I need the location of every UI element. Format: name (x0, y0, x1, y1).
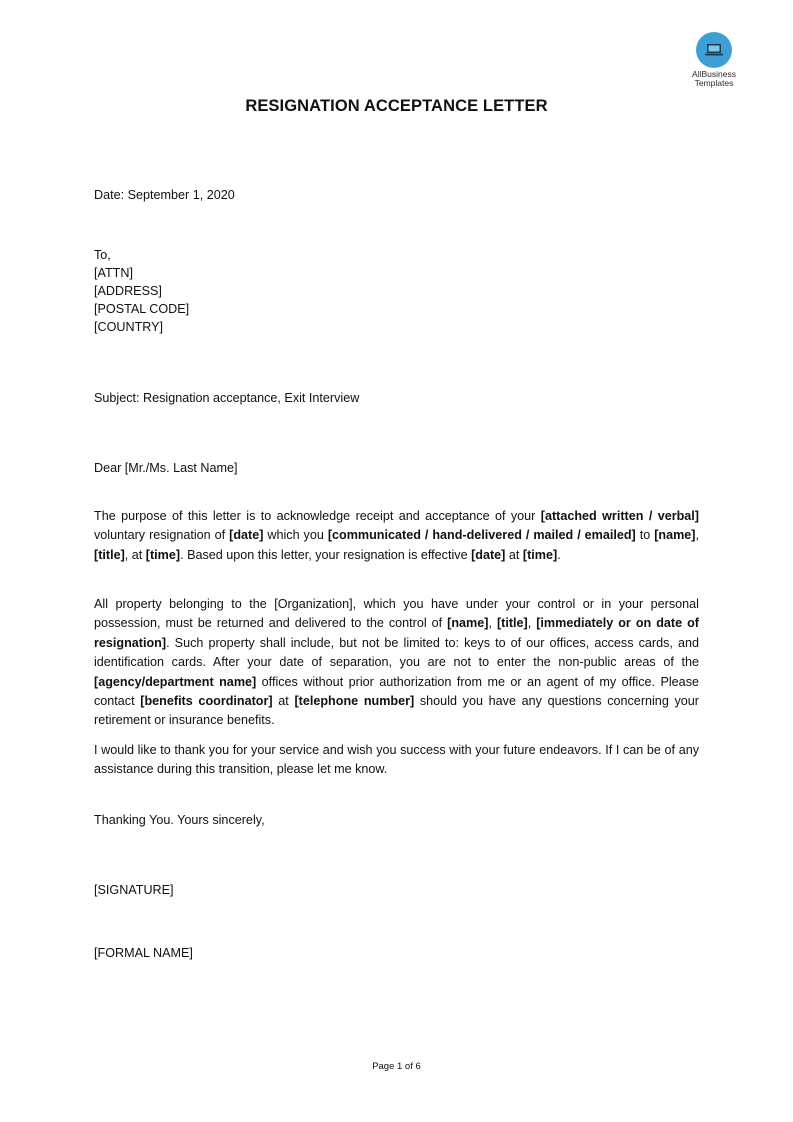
p2-text-5: offices without prior authorization from me or an agent of my office. Please contact (94, 674, 699, 709)
date-line: Date: September 1, 2020 (94, 188, 235, 202)
page-number: Page 1 of 6 (372, 1061, 421, 1072)
address-country: [COUNTRY] (94, 320, 164, 334)
p1-text-6: , at (124, 547, 146, 562)
p1-bold-1: [attached written / verbal] (540, 509, 700, 523)
address-address: [ADDRESS] (94, 284, 162, 298)
p2-text-7: should you have any questions concerning your retirement or insurance benefits. (94, 694, 699, 728)
closing-line: Thanking You. Yours sincerely, (94, 813, 265, 827)
p1-bold-4: [name] (654, 528, 696, 543)
p1-bold-3: [communicated / hand-delivered / mailed / emailed] (327, 528, 636, 543)
p1-bold-8: [time] (522, 547, 558, 562)
p2-bold-3: [immediately or on date of resignation] (94, 616, 699, 650)
subject-line: Subject: Resignation acceptance, Exit Interview (94, 391, 360, 405)
p1-bold-6: [time] (145, 547, 181, 562)
p1-text-8: at (505, 547, 523, 562)
p1-text-1: The purpose of this letter is to acknowledge receipt and acceptance of your (94, 509, 541, 523)
laptop-icon (696, 32, 732, 68)
p2-bold-6: [telephone number] (294, 694, 415, 709)
p2-bold-4: [agency/department name] (94, 674, 257, 689)
p1-bold-2: [date] (229, 528, 264, 543)
address-to: To, (94, 248, 111, 262)
p2-text-2: , (488, 616, 497, 631)
p2-text-6: at (272, 694, 295, 709)
p2-bold-1: [name] (447, 616, 489, 631)
formal-name-placeholder: [FORMAL NAME] (94, 946, 193, 960)
p1-text-4: to (635, 528, 655, 543)
p1-text-2: voluntary resignation of (94, 528, 230, 543)
p1-text-3: which you (263, 528, 328, 543)
p1-bold-5: [title] (94, 547, 125, 562)
address-postal: [POSTAL CODE] (94, 302, 190, 316)
p1-text-9: . (557, 547, 561, 562)
salutation: Dear [Mr./Ms. Last Name] (94, 461, 238, 475)
paragraph-2 (94, 595, 699, 731)
address-attn: [ATTN] (94, 266, 133, 280)
signature-placeholder: [SIGNATURE] (94, 883, 174, 897)
p1-bold-7: [date] (471, 547, 506, 562)
p2-bold-2: [title] (496, 616, 528, 631)
p2-text-1: All property belonging to the [Organization], which you have under your control or in your personal possession, must be returned and delivered to the control of (94, 597, 699, 631)
p2-text-4: . Such property shall include, but not be limited to: keys to of our offices, access cards, and identification cards. After your date of separation, you are not to enter the non-public areas of the (94, 635, 699, 670)
document-title: RESIGNATION ACCEPTANCE LETTER (245, 97, 548, 115)
allbusiness-logo (682, 32, 746, 88)
logo-line-2: Templates (694, 78, 734, 88)
paragraph-3: I would like to thank you for your service and wish you success with your future endeavors. If I can be of any assistance during this transition, please let me know. (94, 743, 699, 777)
p2-text-3: , (527, 616, 537, 631)
logo-line-1: AllBusiness (692, 69, 736, 79)
p1-text-5: , (695, 528, 699, 543)
paragraph-1 (94, 507, 699, 565)
p1-text-7: . Based upon this letter, your resignation is effective (180, 547, 472, 562)
p2-bold-5: [benefits coordinator] (140, 694, 273, 709)
logo-text (682, 70, 746, 88)
